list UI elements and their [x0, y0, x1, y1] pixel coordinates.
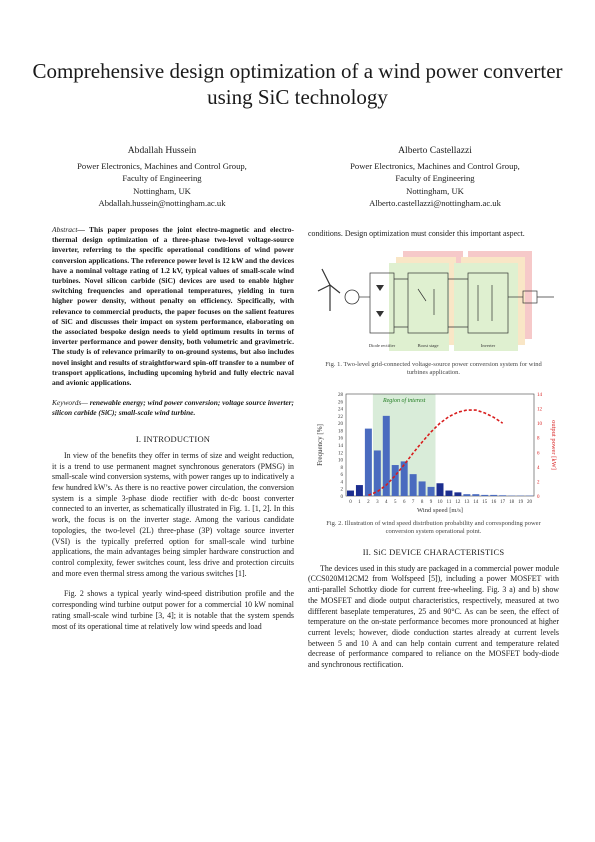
y-tick-label: 4	[340, 480, 343, 486]
y-tick-label: 20	[338, 422, 343, 428]
frequency-bar	[356, 485, 363, 496]
abstract-lead: Abstract	[52, 225, 78, 234]
x-tick-label: 10	[437, 499, 443, 505]
author-name: Abdallah Hussein	[127, 145, 197, 156]
y-tick-label: 24	[338, 407, 343, 413]
x-tick-label: 7	[411, 499, 415, 505]
x-tick-label: 16	[491, 499, 497, 505]
frequency-bar	[445, 490, 452, 495]
frequency-bar	[490, 495, 497, 496]
y-axis-label: Frequency [%]	[316, 423, 324, 466]
paper-title: Comprehensive design optimization of a wind power converter using SiC technology	[32, 59, 563, 109]
turbine-blades-icon	[318, 269, 340, 293]
figure-2-chart	[308, 388, 559, 516]
paragraph: Fig. 2 shows a typical yearly wind-speed distribution profile and the corresponding wind turbine output power for a commercial 10 kW nominal rating small-scale wind turbine [3, 4]; it is notable that the system spends most of its operational time at relatively low wind speeds and load	[52, 589, 294, 631]
frequency-bar	[472, 494, 479, 496]
paragraph: In view of the benefits they offer in terms of size and weight reduction, it is a trend to use permanent magnet synchronous generators (PMSG) in small-scale wind conversion systems, with power ranges up to indicatively a few hundred kW’s. As there is no reactive power circulation, the conversion system is a simple 3-phase diode rectifier with dc-dc boost converter connected to an inverter, as schematically illustrated in Fig. 1. [1, 2]. In this work, the focus is on the inverter stage. Among the various candidate topologies, the two-level (2L) three-phase (3P) voltage source inverter (VSI) is the typically preferred option for small-scale wind turbine applications, the main advantages being simpler hardware construction and control complexity, fewer switches count, less drive and protection circuits and more even thermal stress among the various switches [1].	[52, 450, 294, 578]
fig1-label-inverter: Inverter	[480, 342, 496, 348]
abstract-text: — This paper proposes the joint electro-magnetic and electro-thermal design optimization of a three-phase two-level voltage-source inverter, referring to the specific operational conditions of wind power conversion applications. The reference power level is 12 kW and the devices have a nominal voltage rating of 1.2 kV, typical values of small-scale wind turbines. Novel silicon carbide (SiC) devices are used to enable higher switching frequencies and operational temperatures, yielding in turn higher power density, without penalty on efficiency. Specifically, with relevance to commercial products, the paper focuses on the salient features of SiC and discusses their impact on system performance, elaborating on the associated bespoke design needs to yield optimum results in terms of inverter performance and power density, both volumetric and gravimetric. The study is of relevance primarily to on-ground systems, but also includes novel insight and results of straightforward spin-off transfer to a number of transport applications, including upcoming hybrid and fully electric naval and avionic applications.	[52, 225, 294, 388]
paragraph: The devices used in this study are packaged in a commercial power module (CCS020M12CM2 from Wolfspeed [5]), including a power MOSFET with anti-parallel Schottky diode for current free-wheeling. Fig. 3 a) and b) show the MOSFET and diode output characteristics, respectively, measured at two diffferent baseplate temperatures, 25 and 90°C. As can be seen, the effect of temperature on the on-state performance becomes more pronounced at higher current levels; however, diode conduction startes already at current levels between 5 and 10 A and can help contain current and temperature related decrease of performance compared to reliance on the MOSFET body-diode and synchronous rectification.	[308, 563, 559, 670]
author-block-2	[305, 145, 565, 210]
x-tick-label: 20	[527, 499, 533, 505]
y-tick-label: 0	[340, 494, 343, 500]
x-tick-label: 0	[349, 499, 352, 505]
x-tick-label: 4	[385, 499, 388, 505]
frequency-bar	[437, 483, 444, 496]
y-tick-label: 18	[338, 429, 343, 435]
x-tick-label: 8	[420, 499, 424, 505]
fig1-label-boost: Boost stage	[417, 342, 439, 348]
x-tick-label: 2	[367, 499, 370, 505]
frequency-bar	[374, 450, 381, 496]
author-block-1	[32, 145, 292, 210]
frequency-bar	[347, 490, 354, 495]
author-faculty: Faculty of Engineering	[122, 173, 202, 184]
frequency-bar	[454, 492, 461, 496]
y2-tick-label: 8	[537, 436, 540, 442]
keywords	[52, 398, 294, 418]
y2-tick-label: 12	[537, 407, 542, 413]
stage-shade	[389, 263, 449, 351]
stage-shade	[454, 263, 518, 351]
x-tick-label: 1	[358, 499, 361, 505]
wind-speed-chart	[308, 388, 559, 516]
section-heading: I. INTRODUCTION	[135, 434, 211, 445]
y2-tick-label: 0	[537, 494, 540, 500]
y-tick-label: 12	[338, 451, 343, 457]
frequency-bar	[499, 495, 506, 496]
y2-tick-label: 14	[537, 392, 542, 398]
keywords-lead: Keywords—	[52, 398, 88, 408]
figure-1-schematic	[308, 249, 559, 355]
x-tick-label: 17	[500, 499, 506, 505]
x-tick-label: 11	[446, 499, 452, 505]
y2-tick-label: 6	[537, 451, 540, 457]
figure-2-caption: Fig. 2. Illustration of wind speed distribution probability and corresponding power conversion system operational point.	[326, 519, 541, 536]
abstract	[52, 225, 294, 388]
frequency-bar	[365, 428, 372, 495]
frequency-bar	[481, 495, 488, 496]
left-column	[52, 225, 294, 632]
generator-icon	[345, 290, 359, 304]
x-tick-label: 15	[482, 499, 488, 505]
author-email: Abdallah.hussein@nottingham.ac.uk	[98, 198, 226, 209]
y-tick-label: 6	[340, 473, 343, 479]
diode-icon	[376, 285, 384, 317]
author-city: Nottingham, UK	[133, 185, 191, 196]
y-tick-label: 14	[338, 443, 343, 449]
region-label: Region of interest	[382, 397, 426, 404]
y-tick-label: 16	[338, 436, 343, 442]
x-axis-label: Wind speed [m/s]	[417, 506, 463, 514]
right-column	[308, 229, 559, 671]
frequency-bar	[419, 481, 426, 496]
paragraph: conditions. Design optimization must consider this important aspect.	[308, 229, 525, 238]
y-tick-label: 2	[340, 487, 343, 493]
x-tick-label: 9	[429, 499, 433, 505]
figure-1-caption: Fig. 1. Two-level grid-connected voltage-source power conversion system for wind turbines application.	[325, 360, 542, 377]
y-tick-label: 8	[340, 465, 343, 471]
section-heading: II. SiC DEVICE CHARACTERISTICS	[362, 547, 505, 558]
x-tick-label: 13	[464, 499, 470, 505]
frequency-bar	[463, 494, 470, 496]
keywords-text: renewable energy; wind power conversion; voltage source inverter; silicon carbide (SiC); small-scale wind turbine.	[52, 398, 294, 418]
x-tick-label: 5	[393, 499, 397, 505]
author-faculty: Faculty of Engineering	[395, 173, 475, 184]
y-tick-label: 22	[338, 414, 343, 420]
frequency-bar	[392, 465, 399, 496]
y-tick-label: 28	[338, 392, 343, 398]
frequency-bar	[410, 474, 417, 496]
y-tick-label: 10	[338, 458, 343, 464]
x-tick-label: 18	[509, 499, 515, 505]
frequency-bar	[401, 461, 408, 496]
author-affiliation: Power Electronics, Machines and Control Group,	[350, 160, 520, 171]
x-tick-label: 14	[473, 499, 479, 505]
frequency-bar	[428, 487, 435, 496]
author-city: Nottingham, UK	[406, 185, 464, 196]
author-email: Alberto.castellazzi@nottingham.ac.uk	[369, 198, 501, 209]
fig1-label-rectifier: Diode rectifier	[368, 342, 396, 348]
x-tick-label: 19	[518, 499, 524, 505]
author-name: Alberto Castellazzi	[398, 145, 472, 156]
x-tick-label: 3	[376, 499, 379, 505]
x-tick-label: 12	[455, 499, 461, 505]
y2-tick-label: 2	[537, 480, 540, 486]
x-tick-label: 6	[402, 499, 406, 505]
y2-axis-label: output power [kW]	[550, 419, 557, 470]
y2-tick-label: 10	[537, 422, 542, 428]
schematic-diagram	[308, 249, 559, 355]
author-affiliation: Power Electronics, Machines and Control Group,	[77, 160, 247, 171]
y2-tick-label: 4	[537, 465, 540, 471]
y-tick-label: 26	[338, 400, 343, 406]
